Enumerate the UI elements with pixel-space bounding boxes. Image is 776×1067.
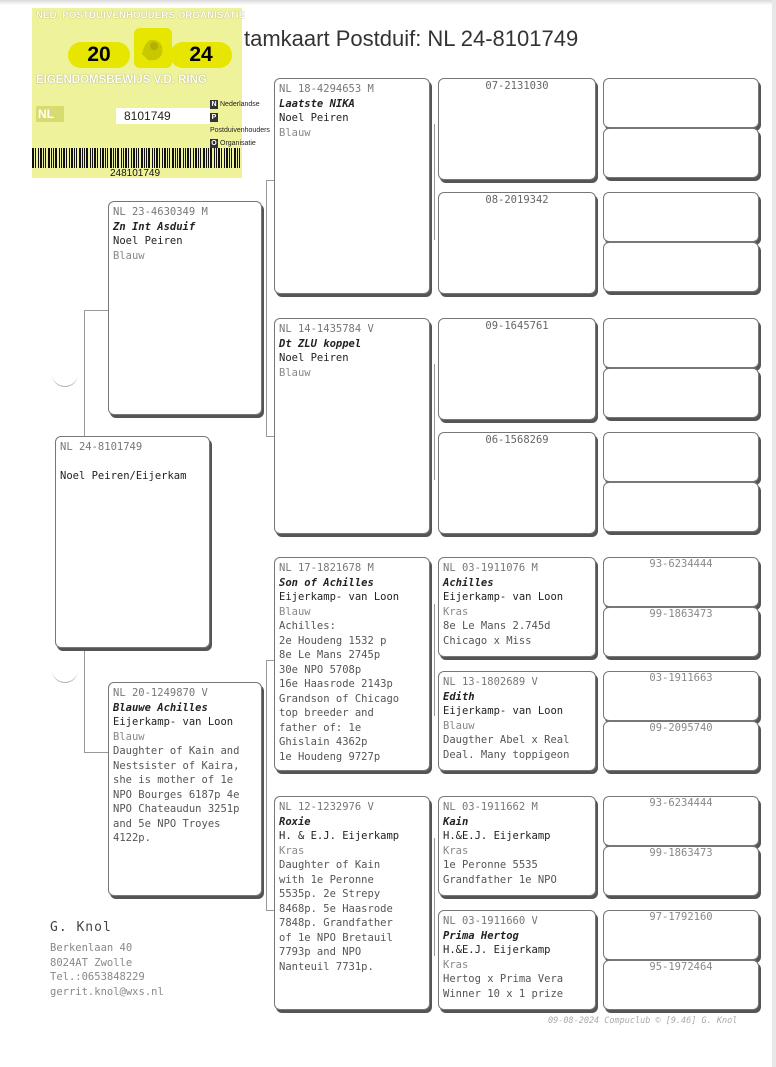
page-title [244,26,578,52]
dam-note: Daughter of Kain and Nestsister of Kaira, she is mother of 1e NPO Bourges 6187p 4e NPO Chateaudun 3251p and 5e NPO Troyes 4122p. [113,745,240,844]
ds-ring: NL 17-1821678 M [279,562,374,574]
gen3-color: Blauw [443,719,475,732]
connector-line [266,180,267,436]
gen3-color: Kras [443,605,469,618]
sire-name: Zn Int Asduif [113,220,196,233]
connector-line [266,910,274,911]
sire-dam-card [274,318,430,534]
gen3-ring: NL 13-1802689 V [443,676,538,688]
npo-line: Organisatie [220,140,256,147]
gen4-ring: 93-6234444 [649,797,713,809]
npo-line: Nederlandse [220,101,260,108]
connector-line [266,436,274,437]
sd-name: Dt ZLU koppel [279,337,362,350]
ss-color: Blauw [279,126,311,139]
gen3-card [438,557,596,657]
gen3-name: Kain [443,815,469,828]
dd-ring: NL 12-1232976 V [279,801,374,813]
gen3-name: Achilles [443,576,494,589]
gen3-note: 1e Peronne 5535 Grandfather 1e NPO [443,859,557,886]
punch-hole-mark [52,372,78,387]
ring-organisation: NED. POSTDUIVENHOUDERS ORGANISATIE [36,10,246,21]
gen3-note: 8e Le Mans 2.745d Chicago x Miss [443,620,551,647]
gen3-color: Kras [443,958,469,971]
dd-breeder: H. & E.J. Eijerkamp [279,830,400,842]
gen3-note: Daugther Abel x Real Deal. Many toppigeon [443,734,570,761]
gen4-card [603,796,759,846]
gen4-ring: 03-1911663 [649,672,713,684]
connector-line [434,838,435,956]
gen3-note: Hertog x Prima Vera Winner 10 x 1 prize [443,973,564,1000]
dd-color: Kras [279,844,305,857]
gen4-card [603,128,759,178]
gen4-card [603,368,759,418]
title-label: tamkaart Postduif: [244,26,422,51]
gen4-card [603,960,759,1010]
gen3-breeder: Eijerkamp- van Loon [443,591,564,603]
gen4-ring: 99-1863473 [649,847,713,859]
connector-line [266,660,274,661]
dd-name: Roxie [279,815,311,828]
gen3-ring: 08-2019342 [485,194,549,206]
punch-hole-mark [52,668,78,683]
sire-card [108,201,262,415]
sd-ring: NL 14-1435784 V [279,323,374,335]
ss-ring: NL 18-4294653 M [279,83,374,95]
ring-year-left: 20 [68,42,130,68]
ring-number: 8101749 [116,108,210,124]
connector-line [434,124,435,240]
gen3-ring: NL 03-1911076 M [443,562,538,574]
barcode-number: 248101749 [110,168,161,179]
gen3-ring: 06-1568269 [485,434,549,446]
gen4-card [603,607,759,657]
dd-note: Daughter of Kain with 1e Peronne 5535p. 2e Strepy 8468p. 5e Haasrode 7848p. Grandfather of 1e NPO Bretauil 7793p and NPO Nanteuil 7731p. [279,859,393,973]
gen4-card [603,557,759,607]
gen4-card [603,242,759,292]
dam-name: Blauwe Achilles [113,701,208,714]
sire-breeder: Noel Peiren [113,235,183,247]
owner-block [50,920,164,999]
owner-name: G. Knol [50,920,112,935]
footer-stamp: 09-08-2024 Compuclub © [9.46] G. Knol [548,1016,738,1026]
ring-country: NL [36,106,64,122]
gen3-card [438,78,596,180]
dam-card [108,682,262,896]
gen3-card [438,671,596,771]
title-ring: NL 24-8101749 [427,26,579,51]
connector-line [266,180,274,181]
gen3-breeder: Eijerkamp- van Loon [443,705,564,717]
dam-color: Blauw [113,730,145,743]
connector-line [84,752,108,753]
gen4-card [603,846,759,896]
ring-ownership-caption: EIGENDOMSBEWIJS V.D. RING [36,74,207,86]
gen4-ring: 93-6234444 [649,558,713,570]
dam-dam-card [274,796,430,1010]
scan-edge-right [772,0,776,1067]
dam-ring: NL 20-1249870 V [113,687,208,699]
ring-ownership-label [32,8,270,179]
npo-letter: N [211,101,217,108]
npo-legend [210,98,270,150]
gen4-card [603,78,759,128]
gen4-card [603,482,759,532]
subject-card [55,436,210,648]
gen3-card [438,192,596,294]
gen3-ring: NL 03-1911662 M [443,801,538,813]
gen3-name: Prima Hertog [443,929,519,942]
gen3-card [438,910,596,1010]
gen4-ring: 99-1863473 [649,608,713,620]
owner-city: 8024AT Zwolle [50,956,133,969]
subject-ring: NL 24-8101749 [60,441,143,453]
gen4-ring: 97-1792160 [649,911,713,923]
ds-color: Blauw [279,605,311,618]
owner-email: gerrit.knol@wxs.nl [50,985,164,998]
gen3-ring: 07-2131030 [485,80,549,92]
gen3-card [438,796,596,896]
ds-breeder: Eijerkamp- van Loon [279,591,400,603]
connector-line [434,604,435,716]
dam-sire-card [274,557,430,771]
ds-name: Son of Achilles [279,576,374,589]
gen3-card [438,432,596,534]
gen4-card [603,671,759,721]
sd-breeder: Noel Peiren [279,352,349,364]
ss-name: Laatste NIKA [279,97,355,110]
connector-line [266,660,267,910]
sire-color: Blauw [113,249,145,262]
gen3-color: Kras [443,844,469,857]
owner-phone: Tel.:0653848229 [50,971,145,983]
connector-line [84,310,108,311]
gen4-card [603,721,759,771]
npo-line: Postduivenhouders [210,127,270,134]
connector-line [434,364,435,480]
gen3-card [438,318,596,420]
sd-color: Blauw [279,366,311,379]
gen4-ring: 95-1972464 [649,961,713,973]
owner-address: Berkenlaan 40 [50,942,133,954]
gen4-card [603,318,759,368]
gen4-card [603,910,759,960]
gen3-ring: NL 03-1911660 V [443,915,538,927]
dam-breeder: Eijerkamp- van Loon [113,716,234,728]
npo-letter: O [211,140,217,147]
ds-note: Achilles: 2e Houdeng 1532 p 8e Le Mans 2745p 30e NPO 5708p 16e Haasrode 2143p Grandson of Chicago top breeder and father of: 1e Ghislain 4362p 1e Houdeng 9727p [279,620,400,763]
subject-breeder: Noel Peiren/Eijerkam [60,469,187,482]
sire-sire-card [274,78,430,294]
npo-letter: P [211,114,217,121]
gen3-ring: 09-1645761 [485,320,549,332]
lion-emblem-icon [130,24,176,72]
gen4-card [603,192,759,242]
ring-year-right: 24 [170,42,232,68]
scan-edge [0,0,776,5]
ss-breeder: Noel Peiren [279,112,349,124]
gen4-card [603,432,759,482]
gen3-breeder: H.&E.J. Eijerkamp [443,830,551,842]
sire-ring: NL 23-4630349 M [113,206,208,218]
gen3-breeder: H.&E.J. Eijerkamp [443,944,551,956]
gen3-name: Edith [443,690,475,703]
gen4-ring: 09-2095740 [649,722,713,734]
barcode-icon [32,148,242,168]
